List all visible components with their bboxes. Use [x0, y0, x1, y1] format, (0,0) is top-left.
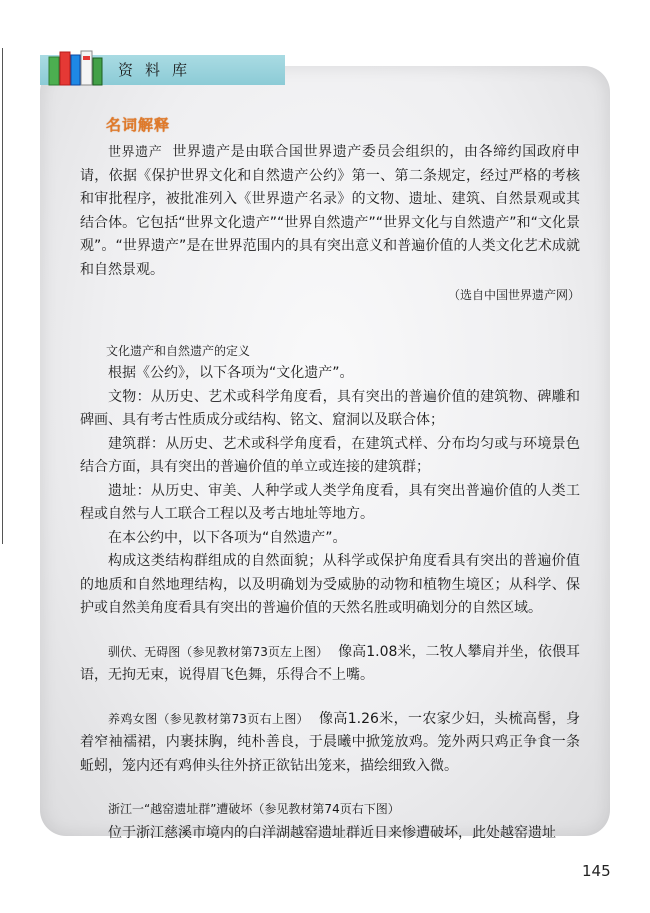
- figure-entry-title: 驯伏、无碍图（参见教材第73页左上图）: [108, 644, 329, 659]
- figure-entry-title: 养鸡女图（参见教材第73页右上图）: [108, 711, 310, 726]
- glossary-term: 世界遗产: [108, 145, 163, 160]
- margin-rule: [2, 48, 3, 544]
- news-entry: [80, 798, 580, 845]
- glossary-text: 世界遗产是由联合国世界遗产委员会组织的，由各缔约国政府申请，依据《保护世界文化和自然遗产公约》第一、第二条规定，经过严格的考核和审批程序，被批准列入《世界遗产名录》的文物、遗址、建筑、自然景观或其结合体。它包括“世界文化遗产”“世界自然遗产”“世界文化与自然遗产”和“文化景观”。“世界遗产”是在世界范围内的具有突出意义和普遍价值的人类文化艺术成就和自然景观。: [80, 144, 580, 278]
- definition-paragraph: 建筑群：从历史、艺术或科学角度看，在建筑式样、分布均匀或与环境景色结合方面，具有突出的普遍价值的单立或连接的建筑群；: [80, 435, 580, 475]
- definition-paragraph: 在本公约中，以下各项为“自然遗产”。: [108, 529, 347, 546]
- figure-entry-text: 像高1.26米，一农家少妇，头梳高髻，身着窄袖襦裙，内裹抹胸，纯朴善良，于晨曦中掀笼放鸡。笼外两只鸡正争食一条蚯蚓，笼内还有鸡伸头往外挤正欲钻出笼来，描绘细致入微。: [80, 710, 580, 774]
- definition-paragraph: 根据《公约》，以下各项为“文化遗产”。: [108, 365, 354, 381]
- news-entry-text: 位于浙江慈溪市境内的白洋湖越窑遗址群近日来惨遭破坏，此处越窑遗址: [108, 824, 556, 841]
- source-citation: （选自中国世界遗产网）: [447, 288, 580, 302]
- news-entry-title: 浙江一“越窑遗址群”遭破坏（参见教材第74页右下图）: [108, 802, 400, 816]
- document-body: [80, 114, 580, 845]
- glossary-heading: 名词解释: [106, 116, 171, 134]
- figure-entry: [80, 641, 580, 688]
- definition-paragraph: 遗址：从历史、审美、人种学或人类学角度看，具有突出普遍价值的人类工程或自然与人工联合工程以及考古地址等地方。: [80, 482, 580, 522]
- definition-paragraph: 文物：从历史、艺术或科学角度看，具有突出的普遍价值的建筑物、碑雕和碑画、具有考古性质成分或结构、铭文、窟洞以及联合体；: [80, 388, 580, 428]
- figure-entry-text: 像高1.08米，二牧人攀肩并坐，依偎耳语，无拘无束，说得眉飞色舞，乐得合不上嘴。: [80, 643, 580, 683]
- books-icon: [47, 49, 107, 87]
- glossary-paragraph: [80, 141, 580, 282]
- definition-paragraph: 构成这类结构群组成的自然面貌；从科学或保护角度看具有突出的普遍价值的地质和自然地理结构，以及明确划为受威胁的动物和植物生境区；从科学、保护或自然美角度看具有突出的普遍价值的天然名胜或明确划分的自然区域。: [80, 553, 580, 616]
- figure-entry: [80, 708, 580, 779]
- definitions-heading: 文化遗产和自然遗产的定义: [106, 344, 251, 358]
- section-header-title: 资料库: [118, 61, 200, 79]
- page-number: 145: [582, 862, 611, 880]
